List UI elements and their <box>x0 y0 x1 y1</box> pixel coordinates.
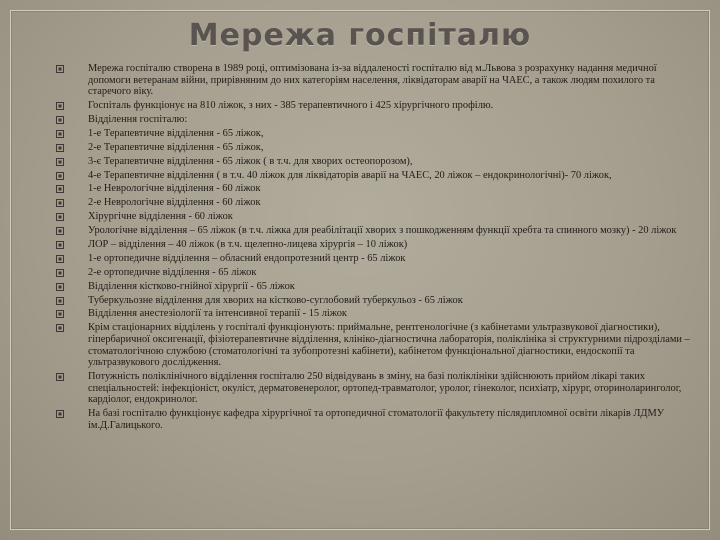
list-item-text: 4-е Терапевтичне відділення ( в т.ч. 40 ліжок для ліквідаторів аварії на ЧАЕС, 20 ліжок – ендокринологічні)- 70 ліжок, <box>88 169 612 181</box>
list-item-text: Госпіталь функціонує на 810 ліжок, з них - 385 терапевтичного і 425 хірургічного профілю. <box>88 100 494 112</box>
square-bullet-icon <box>56 410 64 418</box>
list-item <box>56 253 696 265</box>
slide-title: Мережа госпіталю <box>188 18 532 53</box>
list-item-text: Мережа госпіталю створена в 1989 році, оптимізована із-за віддаленості госпіталю від м.Львова з розрахунку надання медичної допомоги ветеранам війни, прирівняним до них категоріям населення, ліквідаторам аварії на ЧАЕС, а також людям похилого та старечого віку. <box>88 63 657 98</box>
square-bullet-icon <box>56 185 64 193</box>
square-bullet-icon <box>56 116 64 124</box>
square-bullet-icon <box>56 269 64 277</box>
list-item-text: 1-е Терапевтичне відділення - 65 ліжок, <box>88 127 264 139</box>
square-bullet-icon <box>56 199 64 207</box>
list-item <box>56 142 696 154</box>
list-item <box>56 295 696 307</box>
list-item-text: Урологічне відділення – 65 ліжок (в т.ч. ліжка для реабілітації хворих з пошкодженням функції хребта та спинного мозку) - 20 ліжок <box>88 225 677 237</box>
square-bullet-icon <box>56 213 64 221</box>
list-item-text: Відділення госпіталю: <box>88 113 188 125</box>
square-bullet-icon <box>56 297 64 305</box>
list-item <box>56 281 696 293</box>
square-bullet-icon <box>56 283 64 291</box>
list-item-text: 1-е Неврологічне відділення - 60 ліжок <box>88 183 261 195</box>
list-item <box>56 63 696 98</box>
bullet-list <box>56 63 696 434</box>
square-bullet-icon <box>56 172 64 180</box>
list-item <box>56 211 696 223</box>
list-item-text: Крім стаціонарних відділень у госпіталі функціонують: приймальне, рентгенологічне (з кабінетами ультразвукової діагностики), гіпербаричної оксигенації, фізіотерапевтичне відділення, клініко-діагностична лабораторія, поліклініка зі структурними підрозділами – стоматологічною службою (стоматологічні та зубопротезні кабінети), кабінетом функціональної діагностики, ендоскопії та ультразвукового дослідження. <box>88 322 690 369</box>
list-item <box>56 225 696 237</box>
list-item <box>56 156 696 168</box>
list-item-text: 2-е Неврологічне відділення - 60 ліжок <box>88 197 261 209</box>
list-item <box>56 322 696 368</box>
list-item <box>56 267 696 279</box>
square-bullet-icon <box>56 373 64 381</box>
square-bullet-icon <box>56 324 64 332</box>
list-item <box>56 371 696 406</box>
square-bullet-icon <box>56 227 64 235</box>
list-item-text: Потужність поліклінічного відділення госпіталю 250 відвідувань в зміну, на базі поліклініки здійснюють прийом лікарі таких спеціальностей: інфекціоніст, окуліст, дерматовенеролог, ортопед-травматолог, уролог, гінеколог, психіатр, хірург, оториноларинголог, кардіолог, ендокринолог. <box>88 371 682 406</box>
list-item-text: Відділення кістково-гнійної хірургії - 65 ліжок <box>88 280 295 292</box>
list-item-text: 3-є Терапевтичне відділення - 65 ліжок ( в т.ч. для хворих остеопорозом), <box>88 155 413 167</box>
list-item <box>56 128 696 140</box>
square-bullet-icon <box>56 130 64 138</box>
list-item <box>56 239 696 251</box>
list-item-text: На базі госпіталю функціонує кафедра хірургічної та ортопедичної стоматології факультету післядипломної освіти лікарів ЛДМУ ім.Д.Галицького. <box>88 408 665 431</box>
square-bullet-icon <box>56 310 64 318</box>
list-item <box>56 408 696 431</box>
list-item-text: 2-е ортопедичне відділення - 65 ліжок <box>88 266 257 278</box>
list-item <box>56 114 696 126</box>
square-bullet-icon <box>56 158 64 166</box>
list-item-text: Відділення анестезіології та інтенсивної терапії - 15 ліжок <box>88 308 347 320</box>
list-item-text: Туберкульозне відділення для хворих на кістково-суглобовий туберкульоз - 65 ліжок <box>88 294 463 306</box>
square-bullet-icon <box>56 102 64 110</box>
list-item <box>56 308 696 320</box>
list-item <box>56 197 696 209</box>
list-item <box>56 170 696 182</box>
list-item-text: Хірургічне відділення - 60 ліжок <box>88 211 233 223</box>
list-item-text: ЛОР – відділення – 40 ліжок (в т.ч. щелепно-лицева хірургія – 10 ліжок) <box>88 238 408 250</box>
square-bullet-icon <box>56 255 64 263</box>
list-item <box>56 100 696 112</box>
list-item-text: 1-е ортопедичне відділення – обласний ендопротезний центр - 65 ліжок <box>88 252 406 264</box>
list-item <box>56 183 696 195</box>
square-bullet-icon <box>56 241 64 249</box>
square-bullet-icon <box>56 65 64 73</box>
square-bullet-icon <box>56 144 64 152</box>
list-item-text: 2-е Терапевтичне відділення - 65 ліжок, <box>88 141 264 153</box>
